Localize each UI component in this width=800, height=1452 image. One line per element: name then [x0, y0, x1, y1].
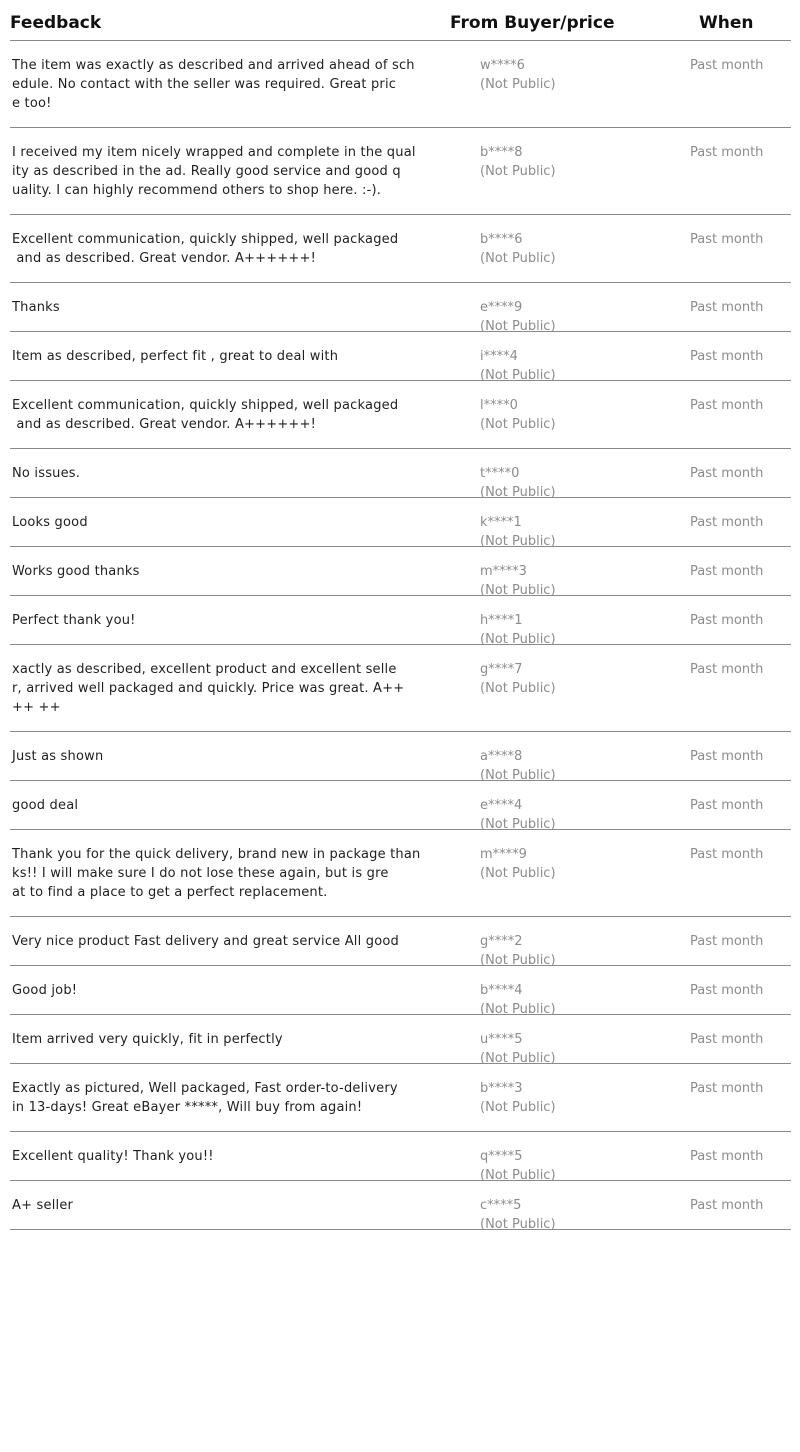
buyer-price: (Not Public) — [480, 1168, 556, 1183]
buyer-cell — [480, 981, 556, 1019]
feedback-comment-line: ++ ++ — [12, 700, 61, 715]
buyer-cell — [480, 796, 556, 834]
buyer-price: (Not Public) — [480, 1100, 556, 1115]
buyer-cell — [480, 56, 556, 94]
when-cell: Past month — [690, 1032, 764, 1047]
feedback-table — [10, 0, 791, 1230]
when-cell: Past month — [690, 515, 764, 530]
buyer-id: m****9 — [480, 847, 527, 862]
buyer-id: g****2 — [480, 934, 523, 949]
feedback-comment — [12, 143, 432, 200]
when-cell: Past month — [690, 934, 764, 949]
feedback-comment — [12, 660, 432, 717]
when-cell: Past month — [690, 1198, 764, 1213]
when-cell: Past month — [690, 145, 764, 160]
buyer-cell — [480, 660, 556, 698]
buyer-price: (Not Public) — [480, 164, 556, 179]
feedback-comment-line: and as described. Great vendor. A++++++! — [12, 251, 317, 266]
feedback-comment-line: ity as described in the ad. Really good service and good q — [12, 164, 401, 179]
table-row — [10, 215, 791, 283]
buyer-id: i****4 — [480, 349, 518, 364]
feedback-comment — [12, 1079, 432, 1117]
buyer-id: w****6 — [480, 58, 525, 73]
when-cell: Past month — [690, 1081, 764, 1096]
when-cell: Past month — [690, 58, 764, 73]
buyer-id: b****4 — [480, 983, 523, 998]
when-cell: Past month — [690, 349, 764, 364]
buyer-cell — [480, 1196, 556, 1234]
table-row — [10, 128, 791, 215]
table-row — [10, 917, 791, 966]
table-row — [10, 381, 791, 449]
buyer-id: c****5 — [480, 1198, 522, 1213]
feedback-comment-line: I received my item nicely wrapped and complete in the qual — [12, 145, 416, 160]
feedback-comment-line: A+ seller — [12, 1198, 74, 1213]
buyer-id: k****1 — [480, 515, 522, 530]
table-row — [10, 1015, 791, 1064]
buyer-price: (Not Public) — [480, 953, 556, 968]
buyer-price: (Not Public) — [480, 251, 556, 266]
feedback-comment-line: Thank you for the quick delivery, brand new in package than — [12, 847, 421, 862]
buyer-cell — [480, 396, 556, 434]
buyer-price: (Not Public) — [480, 1217, 556, 1232]
feedback-comment-line: Works good thanks — [12, 564, 140, 579]
buyer-price: (Not Public) — [480, 768, 556, 783]
table-row — [10, 1132, 791, 1181]
table-row — [10, 830, 791, 917]
buyer-price: (Not Public) — [480, 77, 556, 92]
table-row — [10, 41, 791, 128]
feedback-comment-line: Excellent communication, quickly shipped, well packaged — [12, 232, 399, 247]
buyer-price: (Not Public) — [480, 866, 556, 881]
feedback-comment — [12, 845, 432, 902]
buyer-id: b****3 — [480, 1081, 523, 1096]
when-cell: Past month — [690, 798, 764, 813]
buyer-id: g****7 — [480, 662, 523, 677]
feedback-comment-line: Good job! — [12, 983, 78, 998]
feedback-comment — [12, 747, 432, 766]
feedback-comment — [12, 611, 432, 630]
buyer-cell — [480, 1079, 556, 1117]
feedback-comment-line: e too! — [12, 96, 52, 111]
feedback-comment — [12, 1147, 432, 1166]
feedback-comment-line: Excellent quality! Thank you!! — [12, 1149, 214, 1164]
when-cell: Past month — [690, 564, 764, 579]
table-row — [10, 498, 791, 547]
buyer-id: m****3 — [480, 564, 527, 579]
buyer-price: (Not Public) — [480, 681, 556, 696]
feedback-comment — [12, 1196, 432, 1215]
buyer-id: e****9 — [480, 300, 523, 315]
buyer-price: (Not Public) — [480, 1051, 556, 1066]
table-header — [10, 0, 791, 41]
feedback-comment-line: edule. No contact with the seller was required. Great pric — [12, 77, 397, 92]
feedback-comment — [12, 396, 432, 434]
buyer-id: t****0 — [480, 466, 520, 481]
buyer-cell — [480, 562, 556, 600]
feedback-comment-line: at to find a place to get a perfect replacement. — [12, 885, 328, 900]
feedback-comment-line: xactly as described, excellent product and excellent selle — [12, 662, 397, 677]
feedback-comment — [12, 464, 432, 483]
buyer-id: h****1 — [480, 613, 523, 628]
feedback-comment — [12, 230, 432, 268]
table-row — [10, 1181, 791, 1230]
buyer-cell — [480, 464, 556, 502]
buyer-cell — [480, 845, 556, 883]
buyer-cell — [480, 347, 556, 385]
buyer-price: (Not Public) — [480, 319, 556, 334]
feedback-comment — [12, 1030, 432, 1049]
buyer-cell — [480, 611, 556, 649]
feedback-comment-line: good deal — [12, 798, 79, 813]
feedback-comment — [12, 298, 432, 317]
buyer-price: (Not Public) — [480, 583, 556, 598]
feedback-comment-line: in 13-days! Great eBayer *****, Will buy from again! — [12, 1100, 363, 1115]
feedback-comment-line: Just as shown — [12, 749, 104, 764]
buyer-id: q****5 — [480, 1149, 523, 1164]
when-cell: Past month — [690, 613, 764, 628]
when-cell: Past month — [690, 662, 764, 677]
feedback-comment-line: Looks good — [12, 515, 88, 530]
table-row — [10, 449, 791, 498]
table-row — [10, 966, 791, 1015]
feedback-comment — [12, 796, 432, 815]
feedback-comment-line: Exactly as pictured, Well packaged, Fast order-to-delivery — [12, 1081, 398, 1096]
when-cell: Past month — [690, 983, 764, 998]
table-row — [10, 283, 791, 332]
feedback-comment-line: Item arrived very quickly, fit in perfectly — [12, 1032, 283, 1047]
table-row — [10, 596, 791, 645]
feedback-comment — [12, 513, 432, 532]
buyer-cell — [480, 513, 556, 551]
buyer-cell — [480, 143, 556, 181]
buyer-cell — [480, 230, 556, 268]
feedback-comment-line: Very nice product Fast delivery and great service All good — [12, 934, 399, 949]
feedback-comment-line: ks!! I will make sure I do not lose these again, but is gre — [12, 866, 389, 881]
buyer-cell — [480, 932, 556, 970]
table-row — [10, 732, 791, 781]
feedback-comment — [12, 932, 432, 951]
buyer-id: a****8 — [480, 749, 523, 764]
when-cell: Past month — [690, 398, 764, 413]
when-cell: Past month — [690, 1149, 764, 1164]
buyer-id: b****8 — [480, 145, 523, 160]
when-cell: Past month — [690, 749, 764, 764]
when-cell: Past month — [690, 300, 764, 315]
feedback-comment-line: Excellent communication, quickly shipped, well packaged — [12, 398, 399, 413]
feedback-comment-line: uality. I can highly recommend others to shop here. :-). — [12, 183, 382, 198]
buyer-id: l****0 — [480, 398, 518, 413]
buyer-id: b****6 — [480, 232, 523, 247]
buyer-price: (Not Public) — [480, 368, 556, 383]
buyer-price: (Not Public) — [480, 632, 556, 647]
buyer-price: (Not Public) — [480, 817, 556, 832]
buyer-price: (Not Public) — [480, 1002, 556, 1017]
buyer-id: u****5 — [480, 1032, 523, 1047]
buyer-cell — [480, 298, 556, 336]
feedback-comment-line: Perfect thank you! — [12, 613, 136, 628]
table-row — [10, 332, 791, 381]
column-header-from-buyer-price: From Buyer/price — [450, 13, 615, 33]
buyer-id: e****4 — [480, 798, 523, 813]
buyer-cell — [480, 1147, 556, 1185]
feedback-comment — [12, 981, 432, 1000]
feedback-comment-line: and as described. Great vendor. A++++++! — [12, 417, 317, 432]
feedback-comment-line: No issues. — [12, 466, 81, 481]
feedback-comment-line: The item was exactly as described and arrived ahead of sch — [12, 58, 415, 73]
table-row — [10, 1064, 791, 1132]
table-row — [10, 781, 791, 830]
feedback-comment — [12, 347, 432, 366]
buyer-cell — [480, 747, 556, 785]
feedback-comment-line: Thanks — [12, 300, 60, 315]
table-row — [10, 645, 791, 732]
column-header-when: When — [699, 13, 754, 33]
column-header-feedback: Feedback — [10, 13, 102, 33]
feedback-comment — [12, 562, 432, 581]
feedback-comment-line: r, arrived well packaged and quickly. Price was great. A++ — [12, 681, 405, 696]
feedback-rows — [10, 41, 791, 1230]
table-row — [10, 547, 791, 596]
feedback-comment — [12, 56, 432, 113]
when-cell: Past month — [690, 232, 764, 247]
buyer-price: (Not Public) — [480, 485, 556, 500]
feedback-comment-line: Item as described, perfect fit , great to deal with — [12, 349, 339, 364]
when-cell: Past month — [690, 847, 764, 862]
buyer-cell — [480, 1030, 556, 1068]
buyer-price: (Not Public) — [480, 417, 556, 432]
buyer-price: (Not Public) — [480, 534, 556, 549]
when-cell: Past month — [690, 466, 764, 481]
